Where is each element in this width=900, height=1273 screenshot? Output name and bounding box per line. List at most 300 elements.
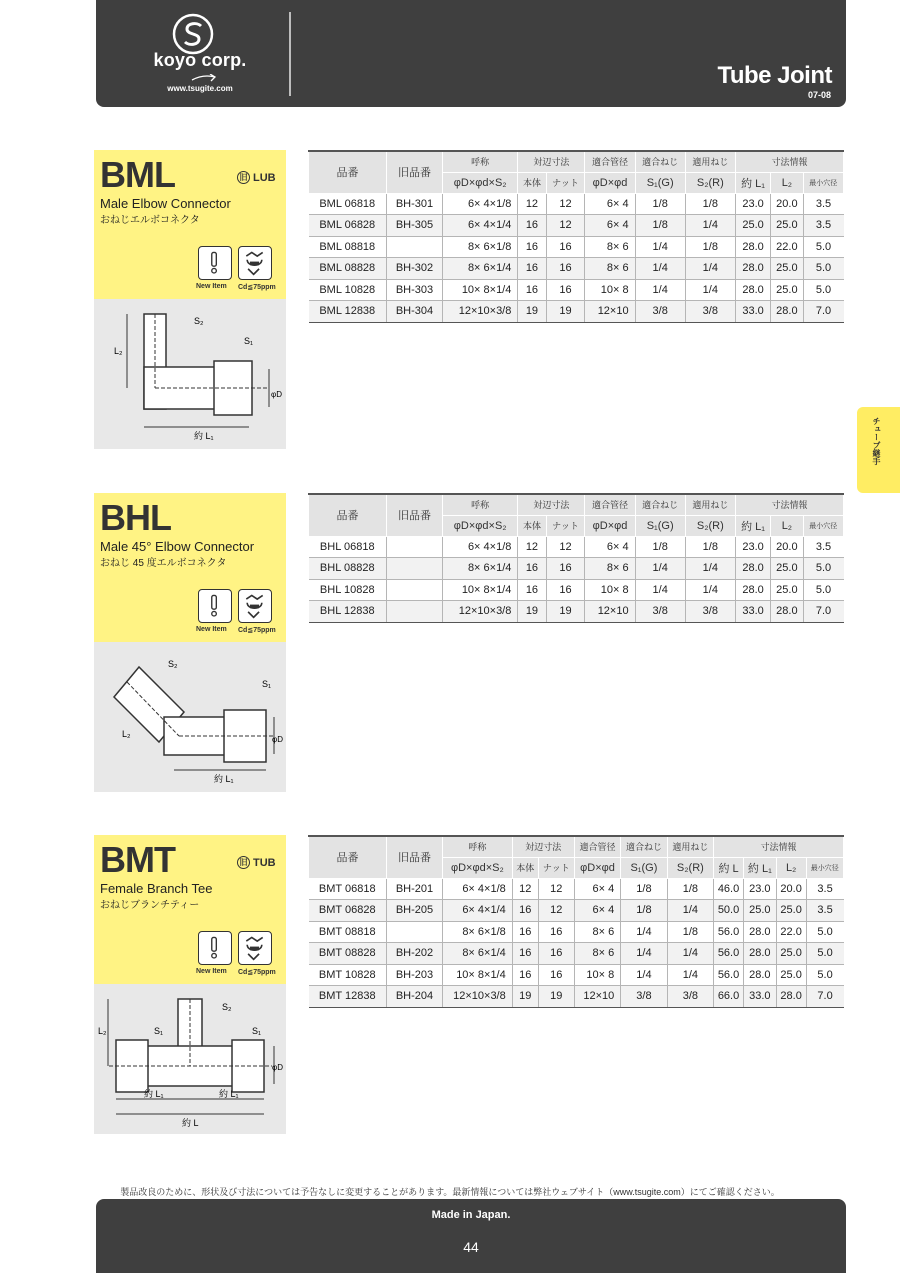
th-nominal: 呼称 xyxy=(443,836,513,857)
th-across-flats: 対辺寸法 xyxy=(518,151,585,172)
table-cell: 6× 4 xyxy=(585,193,635,215)
new-item-icon xyxy=(198,246,232,280)
th-across-flats: 対辺寸法 xyxy=(518,494,585,515)
table-row xyxy=(309,558,844,580)
table-cell: 3.5 xyxy=(806,878,843,900)
th-thread1: 適合ねじ xyxy=(621,836,667,857)
header-divider xyxy=(289,12,291,96)
table-cell: 56.0 xyxy=(714,921,744,943)
new-item-icon xyxy=(198,931,232,965)
logo-arrow-icon xyxy=(191,74,217,82)
table-cell: 25.0 xyxy=(771,579,803,601)
table-cell: BHL 12838 xyxy=(309,601,387,623)
table-cell: 1/8 xyxy=(621,900,667,922)
product-code: BML xyxy=(100,154,175,195)
table-cell: 16 xyxy=(546,279,585,301)
table-cell: 1/4 xyxy=(621,943,667,965)
product-name-jp: おねじブランチティー xyxy=(100,900,200,911)
table-cell: 6× 4 xyxy=(574,900,620,922)
table-cell: 16 xyxy=(538,943,574,965)
table-cell: BML 12838 xyxy=(309,301,387,323)
table-cell: 10× 8×1/4 xyxy=(443,579,518,601)
new-item-icon xyxy=(198,589,232,623)
table-cell: 6× 4×1/8 xyxy=(443,878,513,900)
table-cell: BMT 10828 xyxy=(309,964,387,986)
table-cell: 12×10×3/8 xyxy=(443,986,513,1008)
table-cell: 19 xyxy=(546,601,585,623)
th-thread2: 適用ねじ xyxy=(667,836,713,857)
table-cell: 6× 4 xyxy=(585,536,635,558)
label-l: 約 L xyxy=(182,1118,199,1128)
th-old-no: 旧品番 xyxy=(387,151,443,193)
table-cell: 25.0 xyxy=(776,900,806,922)
table-cell: 6× 4×1/8 xyxy=(443,193,518,215)
table-cell: 3.5 xyxy=(803,193,843,215)
old-mark-icon: 旧 xyxy=(237,171,250,184)
table-cell: 8× 6×1/4 xyxy=(443,558,518,580)
th-nominal-sub: φD×φd×S₂ xyxy=(443,857,513,878)
table-cell: 25.0 xyxy=(771,558,803,580)
product-name-en: Male 45° Elbow Connector xyxy=(100,539,255,554)
table-row xyxy=(309,878,844,900)
table-cell: 1/8 xyxy=(667,878,713,900)
table-cell: 1/8 xyxy=(685,536,735,558)
label-s1-right: S₁ xyxy=(252,1026,262,1036)
label-l1: 約 L₁ xyxy=(214,774,234,784)
table-cell: BH-203 xyxy=(387,964,443,986)
table-cell: 25.0 xyxy=(771,279,803,301)
table-cell: 16 xyxy=(518,236,546,258)
table-cell: 3.5 xyxy=(806,900,843,922)
table-cell: 28.0 xyxy=(743,964,776,986)
th-approx-l: 約 L xyxy=(714,857,744,878)
th-dims: 寸法情報 xyxy=(735,494,843,515)
table-cell: 25.0 xyxy=(743,900,776,922)
table-cell xyxy=(387,601,443,623)
new-item-label: New Item xyxy=(196,968,227,975)
table-cell: 5.0 xyxy=(803,258,843,280)
table-cell: 22.0 xyxy=(771,236,803,258)
th-part-no: 品番 xyxy=(309,151,387,193)
new-item-label: New Item xyxy=(196,283,227,290)
table-cell: 23.0 xyxy=(735,193,770,215)
th-tube: 適合管径 xyxy=(585,151,635,172)
old-code-tag xyxy=(237,856,276,869)
table-cell: 12×10 xyxy=(585,601,635,623)
th-nut: ナット xyxy=(546,172,585,193)
th-thread1-sub: S₁(G) xyxy=(635,515,685,536)
table-cell: 16 xyxy=(512,964,538,986)
table-cell: 56.0 xyxy=(714,943,744,965)
table-cell: 1/4 xyxy=(685,579,735,601)
table-cell: 6× 4 xyxy=(574,878,620,900)
product-info-panel xyxy=(94,835,286,984)
table-cell: 1/4 xyxy=(667,943,713,965)
table-cell: 5.0 xyxy=(803,279,843,301)
table-cell: 16 xyxy=(518,215,546,237)
table-cell: 10× 8×1/4 xyxy=(443,964,513,986)
th-nut: ナット xyxy=(546,515,585,536)
table-cell: 19 xyxy=(518,301,546,323)
table-cell: BH-302 xyxy=(387,258,443,280)
th-old-no: 旧品番 xyxy=(387,494,443,536)
table-cell: 33.0 xyxy=(735,601,770,623)
table-cell: 6× 4×1/4 xyxy=(443,215,518,237)
table-cell: 28.0 xyxy=(776,986,806,1008)
table-cell: 12×10×3/8 xyxy=(443,301,518,323)
th-thread1-sub: S₁(G) xyxy=(621,857,667,878)
category-side-tab[interactable] xyxy=(857,407,900,493)
company-url[interactable]: www.tsugite.com xyxy=(167,84,233,93)
table-cell: BH-305 xyxy=(387,215,443,237)
old-code: LUB xyxy=(253,171,276,184)
table-cell: BH-301 xyxy=(387,193,443,215)
table-cell: 6× 4 xyxy=(585,215,635,237)
table-cell: BHL 08828 xyxy=(309,558,387,580)
th-dims: 寸法情報 xyxy=(714,836,844,857)
table-cell: 8× 6 xyxy=(574,921,620,943)
label-d: φD xyxy=(272,1063,283,1072)
table-cell: 12×10 xyxy=(585,301,635,323)
spec-table xyxy=(308,150,844,323)
th-nominal: 呼称 xyxy=(443,494,518,515)
table-cell: 1/8 xyxy=(621,878,667,900)
table-cell: BMT 08828 xyxy=(309,943,387,965)
table-cell: 10× 8 xyxy=(574,964,620,986)
table-row xyxy=(309,236,844,258)
table-cell: 1/4 xyxy=(635,558,685,580)
th-thread1: 適合ねじ xyxy=(635,494,685,515)
table-row xyxy=(309,964,844,986)
table-cell: BHL 10828 xyxy=(309,579,387,601)
table-cell: BML 06828 xyxy=(309,215,387,237)
page-footer xyxy=(96,1199,846,1273)
table-cell: 33.0 xyxy=(743,986,776,1008)
table-cell: 1/4 xyxy=(685,258,735,280)
table-cell: 16 xyxy=(518,279,546,301)
table-cell: 3/8 xyxy=(621,986,667,1008)
table-cell: 1/4 xyxy=(635,579,685,601)
table-cell: 7.0 xyxy=(803,601,843,623)
label-l2: L₂ xyxy=(98,1026,107,1036)
table-cell: 28.0 xyxy=(771,301,803,323)
cadmium-free-icon xyxy=(238,246,272,280)
cd-label: Cd≦75ppm xyxy=(238,969,276,976)
table-cell: BMT 06818 xyxy=(309,878,387,900)
table-row xyxy=(309,193,844,215)
table-cell: 1/8 xyxy=(635,193,685,215)
table-cell: 1/8 xyxy=(685,236,735,258)
cadmium-free-icon xyxy=(238,931,272,965)
table-cell: 19 xyxy=(538,986,574,1008)
product-name-jp: おねじエルボコネクタ xyxy=(100,215,200,226)
table-cell: BMT 12838 xyxy=(309,986,387,1008)
th-thread2: 適用ねじ xyxy=(685,151,735,172)
th-nominal-sub: φD×φd×S₂ xyxy=(443,172,518,193)
th-body: 本体 xyxy=(518,172,546,193)
label-s2: S₂ xyxy=(194,316,204,326)
made-in-label: Made in Japan. xyxy=(431,1209,511,1221)
label-d: φD xyxy=(272,735,283,744)
table-row xyxy=(309,943,844,965)
table-cell: 16 xyxy=(512,943,538,965)
table-cell: 23.0 xyxy=(735,536,770,558)
table-cell: 12 xyxy=(512,878,538,900)
table-cell: 25.0 xyxy=(776,943,806,965)
table-cell: 8× 6 xyxy=(585,236,635,258)
table-cell: 12 xyxy=(518,193,546,215)
th-old-no: 旧品番 xyxy=(387,836,443,878)
table-cell: 12 xyxy=(538,878,574,900)
table-cell: 12×10 xyxy=(574,986,620,1008)
old-code: TUB xyxy=(253,856,276,869)
table-cell: 23.0 xyxy=(743,878,776,900)
table-cell: 46.0 xyxy=(714,878,744,900)
table-row xyxy=(309,301,844,323)
table-cell: 16 xyxy=(538,964,574,986)
th-nominal-sub: φD×φd×S₂ xyxy=(443,515,518,536)
table-cell xyxy=(387,921,443,943)
product-name-en: Female Branch Tee xyxy=(100,881,213,896)
table-cell: 1/4 xyxy=(685,279,735,301)
table-cell: 10× 8 xyxy=(585,579,635,601)
page-number: 44 xyxy=(463,1239,479,1255)
th-nut: ナット xyxy=(538,857,574,878)
table-cell: 20.0 xyxy=(771,193,803,215)
table-cell: 19 xyxy=(546,301,585,323)
th-approx-l1: 約 L₁ xyxy=(735,515,770,536)
table-cell: BML 06818 xyxy=(309,193,387,215)
th-min-bore: 最小穴径 xyxy=(803,515,843,536)
table-cell: 5.0 xyxy=(806,964,843,986)
table-cell: 12 xyxy=(538,900,574,922)
table-cell: 25.0 xyxy=(771,215,803,237)
technical-drawing xyxy=(94,642,286,792)
table-cell: 3/8 xyxy=(667,986,713,1008)
new-item-label: New Item xyxy=(196,626,227,633)
table-cell: 1/8 xyxy=(635,215,685,237)
th-body: 本体 xyxy=(518,515,546,536)
table-cell: 1/8 xyxy=(635,536,685,558)
th-min-bore: 最小穴径 xyxy=(806,857,843,878)
th-thread1: 適合ねじ xyxy=(635,151,685,172)
th-part-no: 品番 xyxy=(309,836,387,878)
th-part-no: 品番 xyxy=(309,494,387,536)
th-tube-sub: φD×φd xyxy=(585,172,635,193)
page-header xyxy=(96,0,846,107)
label-l2: L₂ xyxy=(114,346,123,356)
table-cell: 56.0 xyxy=(714,964,744,986)
table-cell: BML 08828 xyxy=(309,258,387,280)
table-cell: 16 xyxy=(512,900,538,922)
page-subtitle: 07-08 xyxy=(807,90,831,100)
table-row xyxy=(309,279,844,301)
product-name-en: Male Elbow Connector xyxy=(100,196,231,211)
label-s1: S₁ xyxy=(262,679,272,689)
table-cell: 16 xyxy=(512,921,538,943)
table-cell: 1/8 xyxy=(685,193,735,215)
th-body: 本体 xyxy=(512,857,538,878)
table-cell: 8× 6 xyxy=(585,558,635,580)
table-cell: 6× 4×1/4 xyxy=(443,900,513,922)
label-l1-right: 約 L₁ xyxy=(219,1089,239,1099)
table-cell: 28.0 xyxy=(735,558,770,580)
table-cell: 16 xyxy=(518,558,546,580)
table-cell: 12×10×3/8 xyxy=(443,601,518,623)
table-cell: 1/4 xyxy=(635,279,685,301)
cd-label: Cd≦75ppm xyxy=(238,627,276,634)
table-cell: 8× 6×1/4 xyxy=(443,258,518,280)
table-cell: 3.5 xyxy=(803,536,843,558)
th-thread2: 適用ねじ xyxy=(685,494,735,515)
table-cell: BH-205 xyxy=(387,900,443,922)
table-cell: 22.0 xyxy=(776,921,806,943)
footer-note: 製品改良のために、形状及び寸法については予告なしに変更することがあります。最新情報については弊社ウェブサイト（www.tsugite.com）にてご確認ください。 xyxy=(120,1187,780,1197)
table-cell: 16 xyxy=(518,579,546,601)
table-cell: 12 xyxy=(518,536,546,558)
product-code: BMT xyxy=(100,839,175,880)
table-cell: 8× 6×1/8 xyxy=(443,236,518,258)
table-cell: BH-202 xyxy=(387,943,443,965)
table-cell: 5.0 xyxy=(803,558,843,580)
th-l2: L₂ xyxy=(771,515,803,536)
spec-table xyxy=(308,493,844,623)
table-cell: 12 xyxy=(546,193,585,215)
label-s2: S₂ xyxy=(168,659,178,669)
th-min-bore: 最小穴径 xyxy=(803,172,843,193)
label-l2: L₂ xyxy=(122,729,131,739)
table-cell: BH-303 xyxy=(387,279,443,301)
label-s1-left: S₁ xyxy=(154,1026,164,1036)
product-info-panel xyxy=(94,150,286,299)
table-cell: 1/4 xyxy=(667,964,713,986)
table-row xyxy=(309,536,844,558)
technical-drawing xyxy=(94,299,286,449)
table-cell: 28.0 xyxy=(735,236,770,258)
th-approx-l1: 約 L₁ xyxy=(743,857,776,878)
product-info-panel xyxy=(94,493,286,642)
table-cell: BMT 06828 xyxy=(309,900,387,922)
table-cell: BMT 08818 xyxy=(309,921,387,943)
table-cell: 16 xyxy=(546,579,585,601)
table-row xyxy=(309,601,844,623)
th-thread2-sub: S₂(R) xyxy=(685,515,735,536)
table-cell: 25.0 xyxy=(735,215,770,237)
th-tube-sub: φD×φd xyxy=(585,515,635,536)
table-cell: 5.0 xyxy=(806,943,843,965)
label-s2: S₂ xyxy=(222,1002,232,1012)
table-cell: 50.0 xyxy=(714,900,744,922)
table-cell xyxy=(387,536,443,558)
table-cell: 3/8 xyxy=(635,301,685,323)
table-cell: 5.0 xyxy=(803,236,843,258)
table-cell: 20.0 xyxy=(776,878,806,900)
table-cell: 3.5 xyxy=(803,215,843,237)
th-approx-l1: 約 L₁ xyxy=(735,172,770,193)
table-row xyxy=(309,900,844,922)
th-thread1-sub: S₁(G) xyxy=(635,172,685,193)
table-cell: 28.0 xyxy=(743,943,776,965)
table-cell: 25.0 xyxy=(771,258,803,280)
table-cell: 16 xyxy=(546,558,585,580)
table-cell: 3/8 xyxy=(635,601,685,623)
th-across-flats: 対辺寸法 xyxy=(512,836,574,857)
table-cell: 19 xyxy=(512,986,538,1008)
table-cell: 12 xyxy=(546,215,585,237)
table-cell: 33.0 xyxy=(735,301,770,323)
label-d: φD xyxy=(271,390,282,399)
table-row xyxy=(309,986,844,1008)
cd-label: Cd≦75ppm xyxy=(238,284,276,291)
table-cell: 3/8 xyxy=(685,601,735,623)
table-cell xyxy=(387,579,443,601)
table-cell: 66.0 xyxy=(714,986,744,1008)
th-tube: 適合管径 xyxy=(585,494,635,515)
table-cell: 5.0 xyxy=(806,921,843,943)
table-cell xyxy=(387,558,443,580)
table-cell: BH-304 xyxy=(387,301,443,323)
label-l1-left: 約 L₁ xyxy=(144,1089,164,1099)
table-cell: 10× 8 xyxy=(585,279,635,301)
table-cell: BML 10828 xyxy=(309,279,387,301)
side-tab-label: チューブ継手 xyxy=(872,417,881,465)
table-cell: 1/4 xyxy=(621,964,667,986)
table-row xyxy=(309,215,844,237)
th-tube: 適合管径 xyxy=(574,836,620,857)
product-name-jp: おねじ 45 度エルボコネクタ xyxy=(100,558,227,569)
page-title: Tube Joint xyxy=(717,62,832,89)
old-code-tag xyxy=(237,171,276,184)
table-cell: BHL 06818 xyxy=(309,536,387,558)
company-name: koyo corp. xyxy=(153,50,247,70)
table-cell: 1/4 xyxy=(667,900,713,922)
table-cell: 3/8 xyxy=(685,301,735,323)
table-cell: 28.0 xyxy=(735,258,770,280)
table-cell: 16 xyxy=(518,258,546,280)
table-row xyxy=(309,921,844,943)
spec-table xyxy=(308,835,844,1008)
product-code: BHL xyxy=(100,497,171,538)
label-l1: 約 L₁ xyxy=(194,431,214,441)
table-cell: 7.0 xyxy=(806,986,843,1008)
table-cell: BH-201 xyxy=(387,878,443,900)
table-cell: 1/4 xyxy=(635,236,685,258)
th-tube-sub: φD×φd xyxy=(574,857,620,878)
table-row xyxy=(309,579,844,601)
table-cell: BML 08818 xyxy=(309,236,387,258)
table-cell: 10× 8×1/4 xyxy=(443,279,518,301)
old-mark-icon: 旧 xyxy=(237,856,250,869)
table-cell: 1/4 xyxy=(621,921,667,943)
table-cell: 16 xyxy=(546,236,585,258)
technical-drawing xyxy=(94,984,286,1134)
table-cell: 19 xyxy=(518,601,546,623)
table-cell: 1/4 xyxy=(685,215,735,237)
th-dims: 寸法情報 xyxy=(735,151,843,172)
table-cell: 28.0 xyxy=(743,921,776,943)
table-cell: 8× 6×1/4 xyxy=(443,943,513,965)
table-cell xyxy=(387,236,443,258)
table-cell: 16 xyxy=(538,921,574,943)
table-cell: 28.0 xyxy=(771,601,803,623)
cadmium-free-icon xyxy=(238,589,272,623)
table-cell: 5.0 xyxy=(803,579,843,601)
table-cell: 6× 4×1/8 xyxy=(443,536,518,558)
table-cell: 1/8 xyxy=(667,921,713,943)
th-nominal: 呼称 xyxy=(443,151,518,172)
label-s1: S₁ xyxy=(244,336,254,346)
table-cell: 12 xyxy=(546,536,585,558)
